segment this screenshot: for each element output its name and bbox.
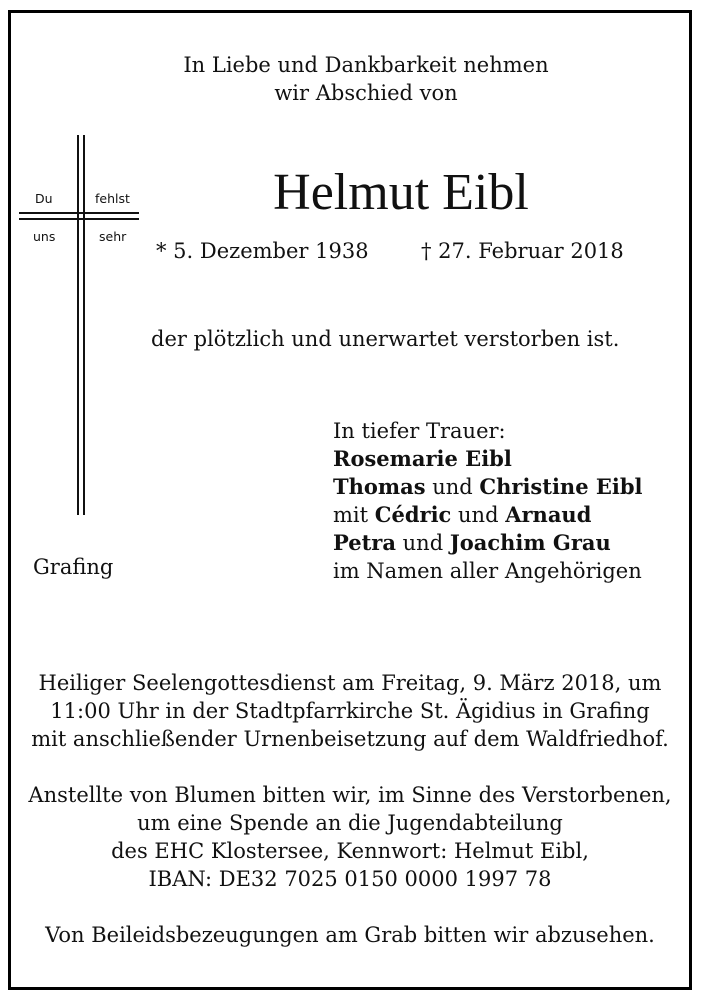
cross-vertical-line-left xyxy=(77,135,79,515)
donation-notice xyxy=(11,781,689,893)
cross-vertical-line-right xyxy=(83,135,85,515)
birth-date: * 5. Dezember 1938 xyxy=(156,239,369,263)
donation-line-2: um eine Spende an die Jugendabteilung xyxy=(137,811,563,835)
death-date: † 27. Februar 2018 xyxy=(421,239,624,263)
cross-horizontal-line-bottom xyxy=(19,218,139,220)
service-line-3: mit anschließender Urnenbeisetzung auf dem Waldfriedhof. xyxy=(31,727,669,751)
mourners-list xyxy=(333,417,643,585)
closing-line: Von Beileidsbezeugungen am Grab bitten wir abzusehen. xyxy=(45,923,655,947)
place-name: Grafing xyxy=(33,555,114,579)
mourner-name: Arnaud xyxy=(505,502,592,527)
conjunction: mit xyxy=(333,503,375,527)
deceased-name: Helmut Eibl xyxy=(273,164,529,221)
donation-line-1: Anstellte von Blumen bitten wir, im Sinne des Verstorbenen, xyxy=(28,783,672,807)
cross-word-fehlst: fehlst xyxy=(95,191,130,206)
conjunction: und xyxy=(395,531,450,555)
mourner-line xyxy=(333,529,643,557)
conjunction: und xyxy=(451,503,506,527)
mourner-line xyxy=(333,445,643,473)
service-line-2: 11:00 Uhr in der Stadtpfarrkirche St. Ägidius in Grafing xyxy=(50,699,650,723)
mourner-name: Petra xyxy=(333,530,396,555)
donation-iban: IBAN: DE32 7025 0150 0000 1997 78 xyxy=(148,867,552,891)
mourner-name: Joachim Grau xyxy=(449,530,611,555)
mourners-heading: In tiefer Trauer: xyxy=(333,419,506,443)
cross-horizontal-line-top xyxy=(19,212,139,214)
service-line-1: Heiliger Seelengottesdienst am Freitag, 9. März 2018, um xyxy=(38,671,662,695)
cross-icon xyxy=(19,135,139,515)
sudden-death-text: der plötzlich und unerwartet verstorben ist. xyxy=(151,327,620,351)
obituary-frame xyxy=(8,10,692,990)
mourner-name: Cédric xyxy=(374,502,452,527)
mourner-name: Thomas xyxy=(333,474,426,499)
mourners-family-note: im Namen aller Angehörigen xyxy=(333,559,642,583)
donation-line-3: des EHC Klostersee, Kennwort: Helmut Eibl, xyxy=(111,839,589,863)
conjunction: und xyxy=(425,475,480,499)
intro-line-1: In Liebe und Dankbarkeit nehmen xyxy=(183,53,549,77)
service-notice xyxy=(11,669,689,753)
mourner-line xyxy=(333,501,643,529)
mourner-name: Rosemarie Eibl xyxy=(333,446,512,471)
intro-text xyxy=(56,51,676,107)
cross-word-uns: uns xyxy=(33,229,56,244)
cross-word-du: Du xyxy=(35,191,53,206)
mourner-name: Christine Eibl xyxy=(479,474,643,499)
cross-word-sehr: sehr xyxy=(99,229,127,244)
closing-note xyxy=(11,921,689,949)
intro-line-2: wir Abschied von xyxy=(274,81,458,105)
mourner-line xyxy=(333,473,643,501)
